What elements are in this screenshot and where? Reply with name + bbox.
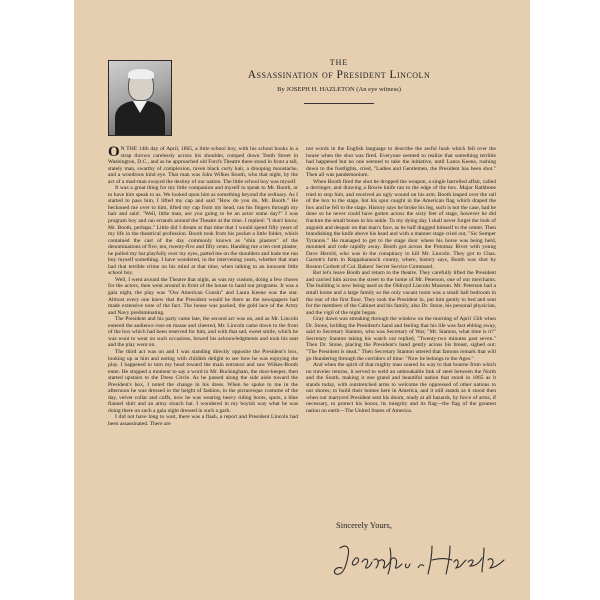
article-paragraph: The third act was on and I was standing directly opposite the President's box, looking up at him and noting with childish delight to see how he was enjoying the play. I happened to turn my head toward the main entrance and saw Wilkes-Booth enter. He stopped a moment to say a word to Mr. Buckingham, the door-keeper, then started upstairs to the Dress Circle. As he passed along the side aisle toward the President's box, I noted the change in his dress. When he spoke to me in the afternoon he was dressed in the height of fashion, in the picturesque costume of the day, velvet collar and cuffs, now he was wearing heavy riding boots, spurs, a blue flannel shirt and an army slouch hat. I wondered in my boyish way what he was doing there on such a gala night dressed in such a garb. (108, 348, 298, 414)
article-paragraph: Gray dawn was streaking through the window on the morning of April 15th when Dr. Stone, holding the President's hand and feeling that his life was fast ebbing away, said to Secretary Stanton, who was Secretary of War, "Mr. Stanton, what time is it?" Secretary Stanton taking his watch out replied, "Twenty-two minutes past seven." Then Dr. Stone, placing the President's hand gently across his breast, sighed out: "The President is dead." Then Secretary Stanton uttered that famous remark that will go thundering through the corridors of time: "Now he belongs to the Ages." (306, 316, 496, 362)
article-paragraph: And when the spirit of that mighty man soared its way to that bourne from which no traveler returns, it served to weld an unbreakable link of steel between the North and the South, making it one grand and beautiful nation that stood in 1865 as it stands today, with outstretched arms to welcome the oppressed of other nations to our shores; to build their homes here in America, and it still stands as it stood then when our martyred President sent his doom, ready at all hazards, by force of arms, if necessary, to protect his honor, its integrity and its flag—the flag of the greatest nation on earth—The United States of America. (306, 362, 496, 414)
title-block (184, 58, 494, 104)
article-paragraph: When Booth fired the shot he dropped the weapon, a single barrelled affair, called a derringer, and drawing a Bowie knife ran to the edge of the box. Major Rathbone tried to stop him, and received an ugly wound on his arm. Booth leaped over the rail of the box to the stage, but his spur caught in the American flag which draped the box and he fell to the stage. History says he broke his leg, such is not the case, had he done so he never could have gotten across the sixty feet of stage, however he did fracture the small bones in his ankle. To my dying day I shall never forget the look of anguish and despair on that man's face, as he half dragged himself to the center. Then brandishing the knife above his head and with a manner stage cried out, "Sic Semper Tyrannis." He managed to get to the stage door where his horse was being held, mounted and rode rapidly away. Booth got across the Potomac River with young Dave Herold, who was in the conspiracy to kill Mr. Lincoln. They got to Chas. Garrett's farm in Rappahannock county, where, history says, Booth was shot by Boston Corbett of Col. Bakers' Secret Service Command. (306, 178, 496, 270)
article-paragraph: I did not have long to wait, there was a flash, a report and President Lincoln had been assassinated. There are (108, 414, 298, 427)
page-title: Assassination of President Lincoln (247, 69, 431, 81)
drop-cap: O (108, 144, 120, 160)
closing-line: Sincerely Yours, (336, 520, 392, 530)
article-column-left (108, 146, 298, 428)
document-page (74, 0, 530, 600)
article-paragraph: The President and his party came late, the second act was on, and as Mr. Lincoln entered the audience rose en masse and cheered, Mr. Lincoln came down to the front of the box which had been reserved for him, and with that sad, sweet smile, which he was wont to wear on such occasions, bowed his acknowledgments and took his seat and the play went on. (108, 316, 298, 349)
author-portrait (108, 60, 172, 136)
byline: By JOSEPH H. HAZLETON (An eye witness) (277, 86, 401, 93)
article-paragraph: O N THE 14th day of April, 1865, a little school boy, with his school books in a strap thrown carelessly across his shoulder, romped down Tenth Street in Washington, D.C., and as he approached old Ford's Theatre there stood in front a tall, stately man, swarthy of complexion, raven black curly hair, a drooping moustache, and a wondrous kind eye. That man was John Wilkes Booth, who that night, by the act of a mad-man swayed the destiny of our nation. The little school boy was myself. (108, 144, 298, 185)
title-divider (304, 103, 374, 104)
article-column-right (306, 146, 496, 414)
article-paragraph: not words in the English language to describe the awful hush which fell over the house when the shot was fired. Everyone seemed to realize that something terrible had happened but no one seemed to take the initiative, until Laura Keene, rushing down to the footlights, cried, "Ladies and Gentlemen, the President has been shot." Then all was pandemonium. (306, 146, 496, 179)
title-prefix: THE (329, 58, 349, 67)
article-paragraph: It was a great thing for my little companion and myself to speak to Mr. Booth, or to have him speak to us. We looked upon him as something beyond the ordinary. As I started to pass him, I lifted my cap and said "How do you do, Mr. Booth." He beckoned me over to him, lifted my cap from my head, ran his fingers through my hair and said: "Well, little man, are you going to be an actor some day?" I was program boy and ran errands around the Theatre at the time. I replied: "I don't know, Mr. Booth, perhaps." Little did I dream at that time that I would spend fifty years of my life in the theatrical profession. Booth took from his pocket a little folder, which contained the cast of the day commonly known as "shin plasters" of the denominations of five, ten, twenty-five and fifty cents. Handing me a ten cent plaster, he pulled my hat playfully over my eyes, patted me on the shoulders and bade me run buy myself something. I have wondered, in the intervening years, whether that man had that terrible crime on his mind at that time, when talking to an innocent little school boy. (108, 185, 298, 277)
article-paragraph: Well, I went around the Theatre that night, as was my custom, doing a few chores for the actors, then went around in front of the house to hand out programs. It was a gala night, the play was "Our American Cousin" and Laura Keene was the star. Almost every one knew that the President would be there as the newspapers had made extensive note of the fact. The house was packed, the gold lace of the Army and Navy predominating. (108, 276, 298, 316)
handwritten-signature (332, 538, 512, 582)
article-paragraph: But let's leave Booth and return to the theatre. They carefully lifted the President and carried him across the street to the home of Mr. Peterson, one of our merchants. The building is now being used as the Oldroyd Lincoln Museum. Mr. Peterson had a small home and a large family so the only vacant room was a small hall bedroom in the rear of the first floor. They took the President in, put him gently to bed and sent for the members of the Cabinet and his family, also Dr. Stone, his personal physician, and the vigil of the night began. (306, 270, 496, 316)
